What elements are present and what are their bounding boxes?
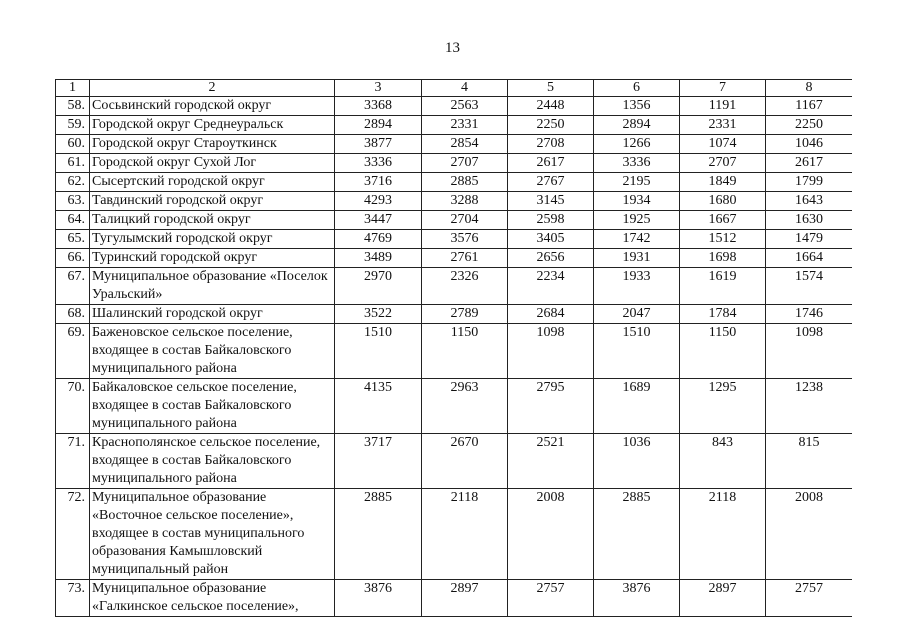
- value-cell-col-7: 2897: [680, 580, 766, 617]
- table-row: [56, 249, 853, 268]
- column-header: 6: [594, 80, 680, 97]
- value-cell-col-3: 2885: [335, 489, 422, 580]
- value-cell-col-4: 2789: [422, 305, 508, 324]
- value-cell-col-7: 1698: [680, 249, 766, 268]
- value-cell-col-7: 1619: [680, 268, 766, 305]
- value-cell-col-8: 1643: [766, 192, 853, 211]
- table-row: [56, 192, 853, 211]
- municipality-name-cell: Городской округ Сухой Лог: [90, 154, 335, 173]
- page-number: 13: [445, 40, 460, 56]
- table-row: [56, 580, 853, 617]
- table-row: [56, 173, 853, 192]
- value-cell-col-6: 1510: [594, 324, 680, 379]
- municipality-name-cell: Муниципальное образование «Галкинское сельское поселение»,: [90, 580, 335, 617]
- column-header: 2: [90, 80, 335, 97]
- value-cell-col-3: 3717: [335, 434, 422, 489]
- value-cell-col-5: 2008: [508, 489, 594, 580]
- value-cell-col-5: 2521: [508, 434, 594, 489]
- value-cell-col-4: 2118: [422, 489, 508, 580]
- value-cell-col-8: 2250: [766, 116, 853, 135]
- value-cell-col-5: 2684: [508, 305, 594, 324]
- value-cell-col-6: 1933: [594, 268, 680, 305]
- row-number-cell: 69.: [56, 324, 90, 379]
- value-cell-col-3: 3877: [335, 135, 422, 154]
- value-cell-col-4: 2563: [422, 97, 508, 116]
- value-cell-col-8: 1098: [766, 324, 853, 379]
- municipality-name-cell: Городской округ Среднеуральск: [90, 116, 335, 135]
- value-cell-col-3: 4769: [335, 230, 422, 249]
- header-row: [56, 80, 853, 97]
- row-number-cell: 58.: [56, 97, 90, 116]
- municipality-name-cell: Тугулымский городской округ: [90, 230, 335, 249]
- value-cell-col-6: 2885: [594, 489, 680, 580]
- value-cell-col-6: 3336: [594, 154, 680, 173]
- municipality-name-cell: Тавдинский городской округ: [90, 192, 335, 211]
- table-row: [56, 324, 853, 379]
- value-cell-col-6: 1931: [594, 249, 680, 268]
- table-row: [56, 230, 853, 249]
- value-cell-col-3: 1510: [335, 324, 422, 379]
- table-row: [56, 135, 853, 154]
- value-cell-col-3: 3336: [335, 154, 422, 173]
- value-cell-col-6: 1036: [594, 434, 680, 489]
- value-cell-col-5: 2795: [508, 379, 594, 434]
- row-number-cell: 73.: [56, 580, 90, 617]
- value-cell-col-3: 4135: [335, 379, 422, 434]
- value-cell-col-7: 1667: [680, 211, 766, 230]
- value-cell-col-5: 2598: [508, 211, 594, 230]
- value-cell-col-4: 3576: [422, 230, 508, 249]
- value-cell-col-4: 2670: [422, 434, 508, 489]
- value-cell-col-8: 1167: [766, 97, 853, 116]
- row-number-cell: 64.: [56, 211, 90, 230]
- value-cell-col-7: 1150: [680, 324, 766, 379]
- data-table-container: [55, 79, 852, 640]
- table-row: [56, 116, 853, 135]
- value-cell-col-3: 3489: [335, 249, 422, 268]
- table-row: [56, 211, 853, 230]
- value-cell-col-4: 2326: [422, 268, 508, 305]
- value-cell-col-4: 2331: [422, 116, 508, 135]
- value-cell-col-3: 3522: [335, 305, 422, 324]
- value-cell-col-8: 2008: [766, 489, 853, 580]
- row-number-cell: 68.: [56, 305, 90, 324]
- value-cell-col-8: 1799: [766, 173, 853, 192]
- value-cell-col-5: 2656: [508, 249, 594, 268]
- value-cell-col-7: 1295: [680, 379, 766, 434]
- row-number-cell: 70.: [56, 379, 90, 434]
- value-cell-col-8: 1630: [766, 211, 853, 230]
- municipality-name-cell: Муниципальное образование «Восточное сельское поселение», входящее в состав муниципального образования Камышловский муниципальный район: [90, 489, 335, 580]
- value-cell-col-7: 2118: [680, 489, 766, 580]
- municipality-name-cell: Сысертский городской округ: [90, 173, 335, 192]
- value-cell-col-4: 2885: [422, 173, 508, 192]
- value-cell-col-7: 1784: [680, 305, 766, 324]
- value-cell-col-3: 2894: [335, 116, 422, 135]
- table-row: [56, 97, 853, 116]
- value-cell-col-3: 3368: [335, 97, 422, 116]
- value-cell-col-6: 2195: [594, 173, 680, 192]
- column-header: 8: [766, 80, 853, 97]
- value-cell-col-3: 3876: [335, 580, 422, 617]
- value-cell-col-8: 1479: [766, 230, 853, 249]
- value-cell-col-5: 2250: [508, 116, 594, 135]
- value-cell-col-6: 1934: [594, 192, 680, 211]
- column-header: 1: [56, 80, 90, 97]
- municipality-name-cell: Сосьвинский городской округ: [90, 97, 335, 116]
- row-number-cell: 59.: [56, 116, 90, 135]
- value-cell-col-8: 1046: [766, 135, 853, 154]
- value-cell-col-6: 1689: [594, 379, 680, 434]
- value-cell-col-4: 2963: [422, 379, 508, 434]
- municipality-name-cell: Городской округ Староуткинск: [90, 135, 335, 154]
- row-number-cell: 67.: [56, 268, 90, 305]
- value-cell-col-5: 2617: [508, 154, 594, 173]
- municipality-name-cell: Шалинский городской округ: [90, 305, 335, 324]
- column-header: 3: [335, 80, 422, 97]
- value-cell-col-8: 1746: [766, 305, 853, 324]
- value-cell-col-5: 2448: [508, 97, 594, 116]
- municipality-name-cell: Краснополянское сельское поселение, входящее в состав Байкаловского муниципального района: [90, 434, 335, 489]
- value-cell-col-3: 4293: [335, 192, 422, 211]
- municipality-name-cell: Туринский городской округ: [90, 249, 335, 268]
- row-number-cell: 72.: [56, 489, 90, 580]
- value-cell-col-4: 2761: [422, 249, 508, 268]
- table-row: [56, 305, 853, 324]
- row-number-cell: 62.: [56, 173, 90, 192]
- municipality-name-cell: Баженовское сельское поселение, входящее в состав Байкаловского муниципального района: [90, 324, 335, 379]
- value-cell-col-3: 3447: [335, 211, 422, 230]
- value-cell-col-7: 1512: [680, 230, 766, 249]
- value-cell-col-5: 2234: [508, 268, 594, 305]
- value-cell-col-5: 2708: [508, 135, 594, 154]
- table-row: [56, 268, 853, 305]
- value-cell-col-7: 1680: [680, 192, 766, 211]
- municipality-name-cell: Талицкий городской округ: [90, 211, 335, 230]
- table-row: [56, 434, 853, 489]
- value-cell-col-8: 1664: [766, 249, 853, 268]
- value-cell-col-6: 2894: [594, 116, 680, 135]
- value-cell-col-5: 3145: [508, 192, 594, 211]
- data-table: [55, 79, 852, 617]
- value-cell-col-5: 1098: [508, 324, 594, 379]
- row-number-cell: 71.: [56, 434, 90, 489]
- value-cell-col-8: 1238: [766, 379, 853, 434]
- table-row: [56, 489, 853, 580]
- value-cell-col-7: 1191: [680, 97, 766, 116]
- value-cell-col-6: 2047: [594, 305, 680, 324]
- value-cell-col-6: 1356: [594, 97, 680, 116]
- municipality-name-cell: Байкаловское сельское поселение, входящее в состав Байкаловского муниципального района: [90, 379, 335, 434]
- value-cell-col-8: 815: [766, 434, 853, 489]
- value-cell-col-6: 3876: [594, 580, 680, 617]
- value-cell-col-4: 2897: [422, 580, 508, 617]
- value-cell-col-7: 1849: [680, 173, 766, 192]
- value-cell-col-7: 2331: [680, 116, 766, 135]
- value-cell-col-6: 1742: [594, 230, 680, 249]
- column-header: 7: [680, 80, 766, 97]
- row-number-cell: 60.: [56, 135, 90, 154]
- value-cell-col-4: 2704: [422, 211, 508, 230]
- row-number-cell: 65.: [56, 230, 90, 249]
- value-cell-col-7: 843: [680, 434, 766, 489]
- value-cell-col-8: 2757: [766, 580, 853, 617]
- row-number-cell: 66.: [56, 249, 90, 268]
- table-row: [56, 154, 853, 173]
- table-body: [56, 97, 853, 617]
- row-number-cell: 61.: [56, 154, 90, 173]
- value-cell-col-5: 3405: [508, 230, 594, 249]
- value-cell-col-3: 3716: [335, 173, 422, 192]
- value-cell-col-8: 2617: [766, 154, 853, 173]
- column-header: 5: [508, 80, 594, 97]
- column-header: 4: [422, 80, 508, 97]
- value-cell-col-4: 2707: [422, 154, 508, 173]
- value-cell-col-4: 2854: [422, 135, 508, 154]
- row-number-cell: 63.: [56, 192, 90, 211]
- value-cell-col-6: 1925: [594, 211, 680, 230]
- value-cell-col-8: 1574: [766, 268, 853, 305]
- value-cell-col-5: 2757: [508, 580, 594, 617]
- value-cell-col-5: 2767: [508, 173, 594, 192]
- table-row: [56, 379, 853, 434]
- municipality-name-cell: Муниципальное образование «Поселок Уральский»: [90, 268, 335, 305]
- value-cell-col-7: 1074: [680, 135, 766, 154]
- value-cell-col-7: 2707: [680, 154, 766, 173]
- value-cell-col-4: 3288: [422, 192, 508, 211]
- value-cell-col-6: 1266: [594, 135, 680, 154]
- value-cell-col-3: 2970: [335, 268, 422, 305]
- value-cell-col-4: 1150: [422, 324, 508, 379]
